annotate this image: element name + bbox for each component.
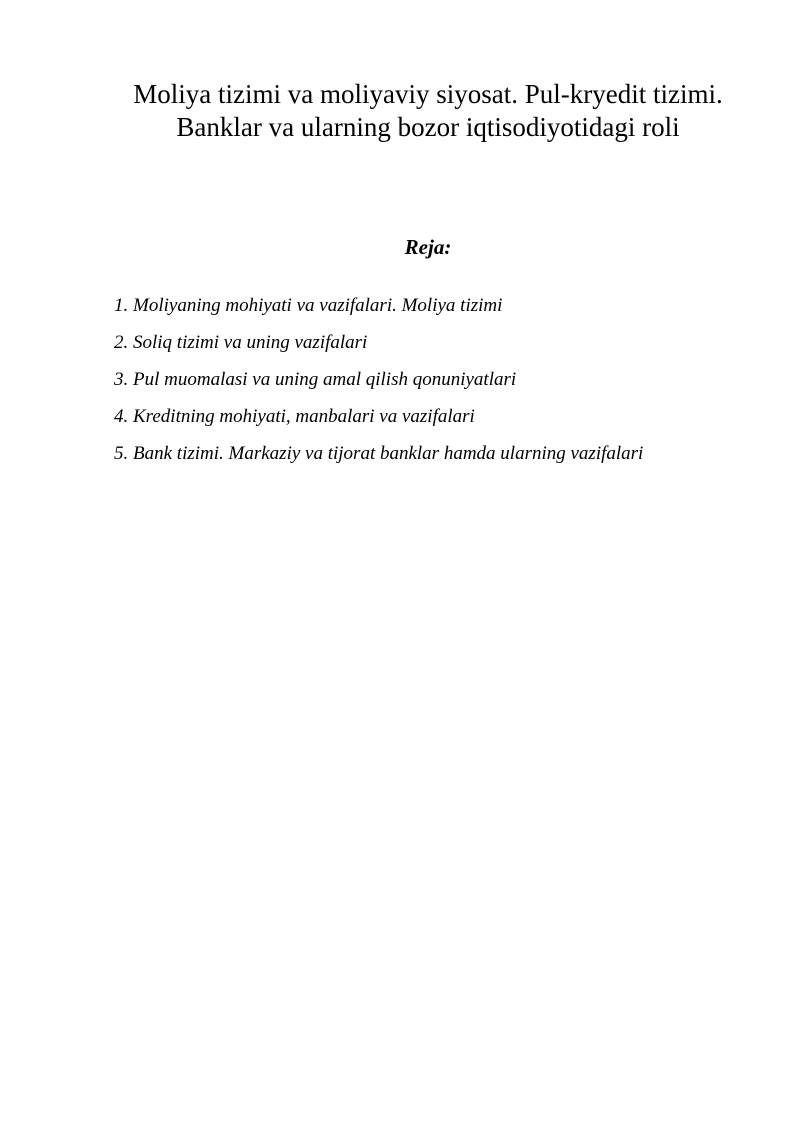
- plan-item-text: Pul muomalasi va uning amal qilish qonuniyatlari: [133, 369, 517, 390]
- plan-item-number: 1.: [114, 295, 129, 316]
- plan-item: [114, 440, 774, 468]
- plan-item: [114, 366, 774, 394]
- plan-item: [114, 292, 774, 320]
- plan-item-text: Bank tizimi. Markaziy va tijorat banklar hamda ularning vazifalari: [133, 443, 644, 464]
- document-title: Moliya tizimi va moliyaviy siyosat. Pul-kryedit tizimi. Banklar va ularning bozor iqtisodiyotidagi roli: [133, 79, 723, 142]
- plan-list: [114, 292, 774, 477]
- plan-item-text: Soliq tizimi va uning vazifalari: [133, 332, 368, 353]
- plan-item-number: 4.: [114, 406, 129, 427]
- plan-item-number: 2.: [114, 332, 129, 353]
- plan-item-text: Moliyaning mohiyati va vazifalari. Moliya tizimi: [133, 295, 503, 316]
- plan-item-number: 5.: [114, 443, 129, 464]
- plan-item-text: Kreditning mohiyati, manbalari va vazifalari: [133, 406, 475, 427]
- plan-item: [114, 329, 774, 357]
- plan-item-number: 3.: [114, 369, 129, 390]
- plan-heading: Reja:: [404, 235, 452, 259]
- plan-item: [114, 403, 774, 431]
